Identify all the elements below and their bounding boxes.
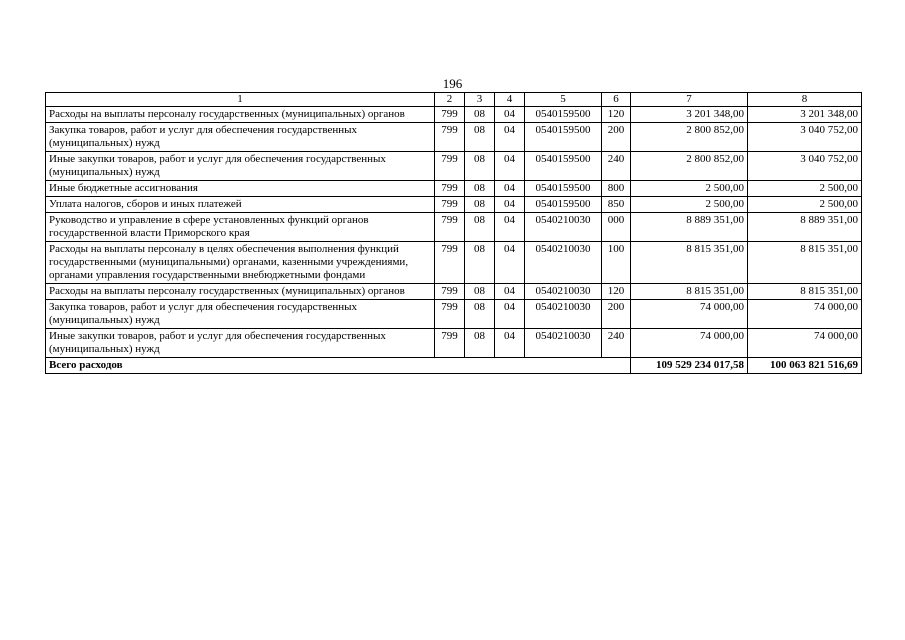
row-code-5: 0540159500 xyxy=(525,123,602,152)
row-code-3: 08 xyxy=(465,284,495,300)
row-code-3: 08 xyxy=(465,181,495,197)
row-code-2: 799 xyxy=(435,181,465,197)
row-code-2: 799 xyxy=(435,123,465,152)
row-code-3: 08 xyxy=(465,213,495,242)
row-code-4: 04 xyxy=(495,123,525,152)
row-code-6: 200 xyxy=(602,123,631,152)
row-code-5: 0540210030 xyxy=(525,329,602,358)
row-name: Иные бюджетные ассигнования xyxy=(46,181,435,197)
row-code-4: 04 xyxy=(495,284,525,300)
row-code-4: 04 xyxy=(495,181,525,197)
total-amount-7: 109 529 234 017,58 xyxy=(631,358,748,374)
col-header: 8 xyxy=(748,93,862,107)
row-amount-8: 3 201 348,00 xyxy=(748,107,862,123)
row-code-6: 200 xyxy=(602,300,631,329)
row-amount-7: 3 201 348,00 xyxy=(631,107,748,123)
budget-table xyxy=(45,92,862,374)
row-code-5: 0540159500 xyxy=(525,197,602,213)
row-name: Закупка товаров, работ и услуг для обеспечения государственных (муниципальных) нужд xyxy=(46,123,435,152)
row-code-3: 08 xyxy=(465,123,495,152)
row-amount-7: 2 500,00 xyxy=(631,197,748,213)
row-code-3: 08 xyxy=(465,197,495,213)
table-row xyxy=(46,181,862,197)
row-amount-8: 8 815 351,00 xyxy=(748,242,862,284)
table-row xyxy=(46,123,862,152)
row-code-6: 850 xyxy=(602,197,631,213)
total-row xyxy=(46,358,862,374)
row-code-3: 08 xyxy=(465,242,495,284)
row-amount-7: 2 500,00 xyxy=(631,181,748,197)
row-name: Иные закупки товаров, работ и услуг для обеспечения государственных (муниципальных) нужд xyxy=(46,152,435,181)
row-name: Уплата налогов, сборов и иных платежей xyxy=(46,197,435,213)
col-header: 1 xyxy=(46,93,435,107)
row-code-6: 100 xyxy=(602,242,631,284)
row-amount-7: 2 800 852,00 xyxy=(631,123,748,152)
col-header: 5 xyxy=(525,93,602,107)
row-code-5: 0540159500 xyxy=(525,107,602,123)
row-name: Руководство и управление в сфере установленных функций органов государственной власти Приморского края xyxy=(46,213,435,242)
row-amount-7: 8 815 351,00 xyxy=(631,284,748,300)
header-row xyxy=(46,93,862,107)
row-amount-8: 74 000,00 xyxy=(748,300,862,329)
total-amount-8: 100 063 821 516,69 xyxy=(748,358,862,374)
row-code-4: 04 xyxy=(495,300,525,329)
row-code-6: 120 xyxy=(602,284,631,300)
row-code-4: 04 xyxy=(495,107,525,123)
row-code-3: 08 xyxy=(465,300,495,329)
row-amount-8: 74 000,00 xyxy=(748,329,862,358)
row-code-2: 799 xyxy=(435,242,465,284)
table-row xyxy=(46,284,862,300)
table-row xyxy=(46,300,862,329)
row-code-4: 04 xyxy=(495,242,525,284)
row-name: Расходы на выплаты персоналу государственных (муниципальных) органов xyxy=(46,107,435,123)
row-code-2: 799 xyxy=(435,197,465,213)
row-amount-8: 2 500,00 xyxy=(748,181,862,197)
row-code-4: 04 xyxy=(495,197,525,213)
row-code-6: 240 xyxy=(602,152,631,181)
row-code-2: 799 xyxy=(435,329,465,358)
row-code-2: 799 xyxy=(435,152,465,181)
row-code-5: 0540210030 xyxy=(525,284,602,300)
table-row xyxy=(46,107,862,123)
row-name: Иные закупки товаров, работ и услуг для обеспечения государственных (муниципальных) нужд xyxy=(46,329,435,358)
row-code-4: 04 xyxy=(495,329,525,358)
col-header: 6 xyxy=(602,93,631,107)
row-code-6: 800 xyxy=(602,181,631,197)
row-amount-7: 74 000,00 xyxy=(631,329,748,358)
row-name: Расходы на выплаты персоналу в целях обеспечения выполнения функций государственными (муниципальными) органами, казенными учреждениями, органами управления государственными внебюджетными фондами xyxy=(46,242,435,284)
row-code-5: 0540159500 xyxy=(525,181,602,197)
col-header: 4 xyxy=(495,93,525,107)
row-code-6: 000 xyxy=(602,213,631,242)
col-header: 2 xyxy=(435,93,465,107)
row-amount-8: 2 500,00 xyxy=(748,197,862,213)
page-number: 196 xyxy=(442,76,463,91)
row-code-3: 08 xyxy=(465,152,495,181)
row-code-2: 799 xyxy=(435,284,465,300)
row-code-6: 120 xyxy=(602,107,631,123)
table-row xyxy=(46,213,862,242)
row-amount-7: 2 800 852,00 xyxy=(631,152,748,181)
row-code-3: 08 xyxy=(465,107,495,123)
table-row xyxy=(46,329,862,358)
table-row xyxy=(46,197,862,213)
row-amount-8: 3 040 752,00 xyxy=(748,123,862,152)
row-name: Закупка товаров, работ и услуг для обеспечения государственных (муниципальных) нужд xyxy=(46,300,435,329)
row-code-4: 04 xyxy=(495,213,525,242)
row-code-3: 08 xyxy=(465,329,495,358)
row-code-2: 799 xyxy=(435,213,465,242)
col-header: 3 xyxy=(465,93,495,107)
row-amount-7: 8 889 351,00 xyxy=(631,213,748,242)
row-amount-8: 8 889 351,00 xyxy=(748,213,862,242)
row-code-5: 0540210030 xyxy=(525,300,602,329)
row-amount-7: 74 000,00 xyxy=(631,300,748,329)
row-code-2: 799 xyxy=(435,300,465,329)
row-code-5: 0540210030 xyxy=(525,213,602,242)
row-code-5: 0540159500 xyxy=(525,152,602,181)
row-code-4: 04 xyxy=(495,152,525,181)
row-code-5: 0540210030 xyxy=(525,242,602,284)
row-name: Расходы на выплаты персоналу государственных (муниципальных) органов xyxy=(46,284,435,300)
row-code-2: 799 xyxy=(435,107,465,123)
table-row xyxy=(46,152,862,181)
table-row xyxy=(46,242,862,284)
total-label: Всего расходов xyxy=(46,358,631,374)
row-code-6: 240 xyxy=(602,329,631,358)
row-amount-8: 8 815 351,00 xyxy=(748,284,862,300)
row-amount-7: 8 815 351,00 xyxy=(631,242,748,284)
col-header: 7 xyxy=(631,93,748,107)
row-amount-8: 3 040 752,00 xyxy=(748,152,862,181)
